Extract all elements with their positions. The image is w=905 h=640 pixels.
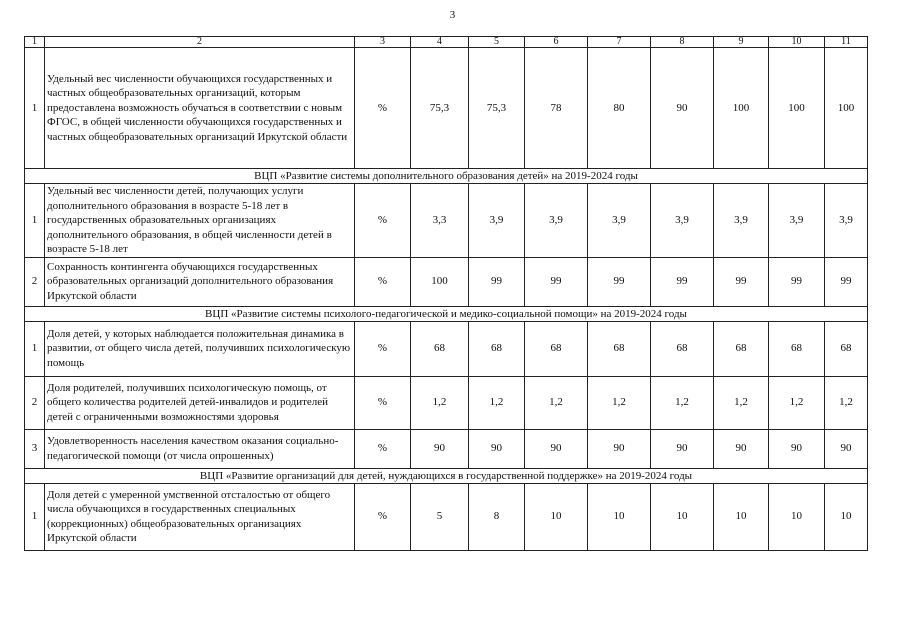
value-cell: 3,9 [588, 184, 651, 258]
value-cell: 90 [588, 429, 651, 468]
value-cell: 90 [651, 48, 714, 169]
value-cell: 99 [651, 257, 714, 306]
table-row [25, 321, 868, 376]
table-row [25, 184, 868, 258]
value-cell: 5 [411, 483, 469, 550]
header-cell: 8 [651, 37, 714, 48]
value-cell: 10 [714, 483, 769, 550]
value-cell: 3,9 [825, 184, 868, 258]
section-title: ВЦП «Развитие системы психолого-педагогической и медико-социальной помощи» на 2019-2024 годы [25, 306, 868, 321]
indicator-description: Удельный вес численности детей, получающих услуги дополнительного образования в возрасте 5-18 лет в государственных образовательных организациях дополнительного образования, в общей численности детей в возрасте 5-18 лет [45, 184, 355, 258]
section-title: ВЦП «Развитие системы дополнительного образования детей» на 2019-2024 годы [25, 169, 868, 184]
value-cell: 68 [411, 321, 469, 376]
indicator-description: Доля детей, у которых наблюдается положительная динамика в развитии, от общего числа детей, получивших психологическую помощь [45, 321, 355, 376]
value-cell: 1,2 [651, 376, 714, 429]
row-number: 2 [25, 257, 45, 306]
indicator-description: Удовлетворенность населения качеством оказания социально-педагогической помощи (от числа опрошенных) [45, 429, 355, 468]
indicator-description: Доля родителей, получивших психологическую помощь, от общего количества родителей детей-инвалидов и родителей детей с ограниченными возможностями здоровья [45, 376, 355, 429]
value-cell: 1,2 [714, 376, 769, 429]
header-cell: 6 [525, 37, 588, 48]
header-cell: 3 [355, 37, 411, 48]
value-cell: 1,2 [411, 376, 469, 429]
value-cell: 68 [651, 321, 714, 376]
value-cell: 10 [651, 483, 714, 550]
value-cell: 90 [769, 429, 825, 468]
value-cell: 99 [588, 257, 651, 306]
value-cell: 3,9 [469, 184, 525, 258]
value-cell: 68 [525, 321, 588, 376]
value-cell: 1,2 [469, 376, 525, 429]
value-cell: 1,2 [769, 376, 825, 429]
value-cell: 10 [588, 483, 651, 550]
value-cell: 100 [825, 48, 868, 169]
indicator-description: Удельный вес численности обучающихся государственных и частных общеобразовательных организаций, которым предоставлена возможность обучаться в соответствии с новым ФГОС, в общей численности обучающихся государственных и частных общеобразовательных организаций Иркутской области [45, 48, 355, 169]
unit-cell: % [355, 376, 411, 429]
value-cell: 68 [469, 321, 525, 376]
table-row [25, 48, 868, 169]
value-cell: 90 [469, 429, 525, 468]
value-cell: 1,2 [525, 376, 588, 429]
table-row [25, 483, 868, 550]
value-cell: 90 [651, 429, 714, 468]
value-cell: 99 [825, 257, 868, 306]
value-cell: 99 [525, 257, 588, 306]
column-number-header [25, 37, 868, 48]
section-header-row [25, 468, 868, 483]
header-cell: 1 [25, 37, 45, 48]
unit-cell: % [355, 321, 411, 376]
unit-cell: % [355, 429, 411, 468]
table-row [25, 257, 868, 306]
header-cell: 5 [469, 37, 525, 48]
value-cell: 75,3 [411, 48, 469, 169]
unit-cell: % [355, 48, 411, 169]
value-cell: 78 [525, 48, 588, 169]
table-row [25, 376, 868, 429]
indicator-description: Сохранность контингента обучающихся государственных образовательных организаций дополнительного образования Иркутской области [45, 257, 355, 306]
header-cell: 7 [588, 37, 651, 48]
value-cell: 3,9 [769, 184, 825, 258]
value-cell: 3,9 [651, 184, 714, 258]
value-cell: 80 [588, 48, 651, 169]
value-cell: 99 [769, 257, 825, 306]
unit-cell: % [355, 483, 411, 550]
value-cell: 10 [525, 483, 588, 550]
page-number: 3 [449, 9, 456, 21]
row-number: 1 [25, 48, 45, 169]
value-cell: 90 [411, 429, 469, 468]
row-number: 3 [25, 429, 45, 468]
header-cell: 2 [45, 37, 355, 48]
header-cell: 10 [769, 37, 825, 48]
value-cell: 68 [714, 321, 769, 376]
value-cell: 68 [588, 321, 651, 376]
unit-cell: % [355, 257, 411, 306]
section-header-row [25, 306, 868, 321]
section-title: ВЦП «Развитие организаций для детей, нуждающихся в государственной поддержке» на 2019-2024 годы [25, 468, 868, 483]
row-number: 1 [25, 321, 45, 376]
value-cell: 10 [825, 483, 868, 550]
row-number: 2 [25, 376, 45, 429]
table-row [25, 429, 868, 468]
value-cell: 8 [469, 483, 525, 550]
header-cell: 11 [825, 37, 868, 48]
section-header-row [25, 169, 868, 184]
indicators-table [24, 36, 868, 551]
value-cell: 3,3 [411, 184, 469, 258]
header-cell: 4 [411, 37, 469, 48]
value-cell: 100 [769, 48, 825, 169]
value-cell: 75,3 [469, 48, 525, 169]
value-cell: 90 [825, 429, 868, 468]
value-cell: 1,2 [825, 376, 868, 429]
unit-cell: % [355, 184, 411, 258]
value-cell: 99 [469, 257, 525, 306]
value-cell: 100 [714, 48, 769, 169]
value-cell: 90 [714, 429, 769, 468]
value-cell: 68 [825, 321, 868, 376]
row-number: 1 [25, 184, 45, 258]
value-cell: 99 [714, 257, 769, 306]
header-cell: 9 [714, 37, 769, 48]
value-cell: 3,9 [525, 184, 588, 258]
value-cell: 3,9 [714, 184, 769, 258]
value-cell: 90 [525, 429, 588, 468]
value-cell: 68 [769, 321, 825, 376]
value-cell: 100 [411, 257, 469, 306]
value-cell: 10 [769, 483, 825, 550]
value-cell: 1,2 [588, 376, 651, 429]
indicator-description: Доля детей с умеренной умственной отсталостью от общего числа обучающихся в государственных специальных (коррекционных) общеобразовательных организациях Иркутской области [45, 483, 355, 550]
row-number: 1 [25, 483, 45, 550]
